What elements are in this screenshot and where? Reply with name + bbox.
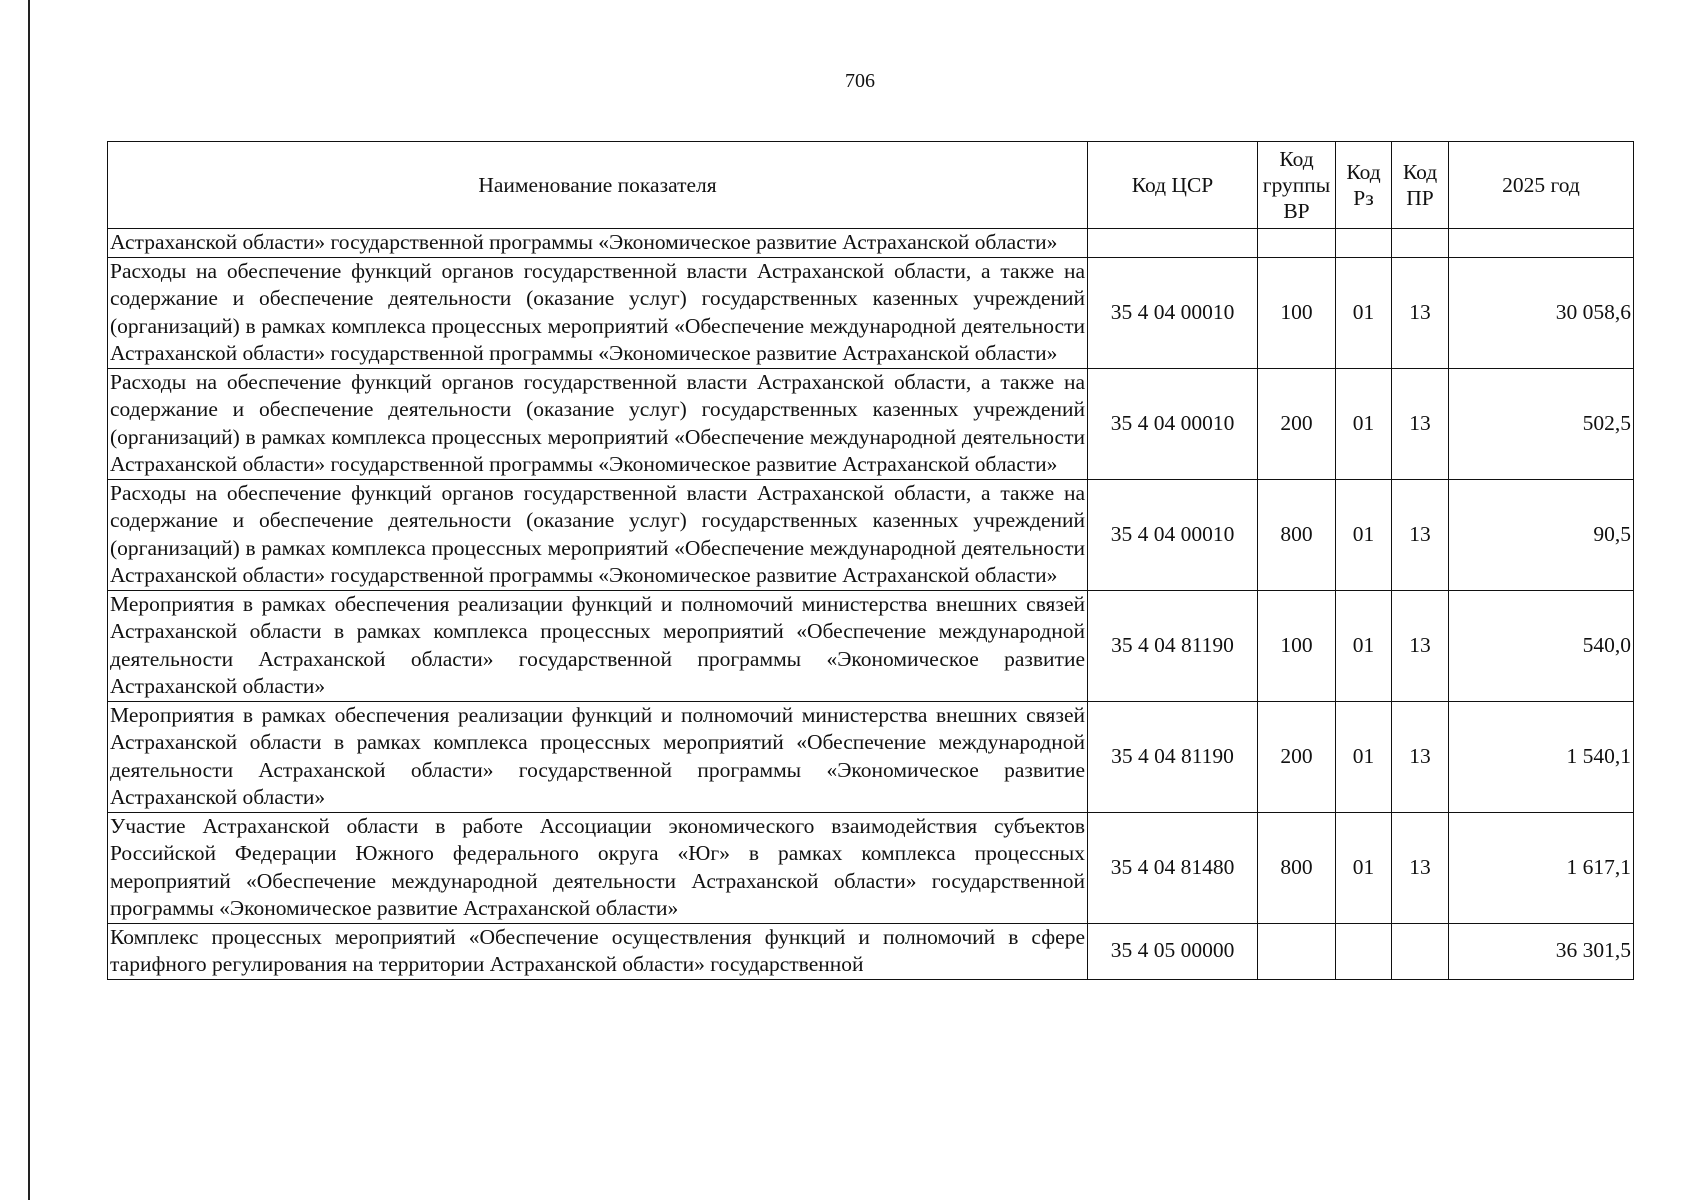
row-csr: 35 4 04 00010 <box>1088 479 1258 590</box>
row-name: Участие Астраханской области в работе Ассоциации экономического взаимодействия субъектов Российской Федерации Южного федерального округа «Юг» в рамках комплекса процессных мероприятий «Обеспечение международной деятельности Астраханской области» государственной программы «Экономическое развитие Астраханской области» <box>108 812 1088 923</box>
row-name: Расходы на обеспечение функций органов государственной власти Астраханской области, а также на содержание и обеспечение деятельности (оказание услуг) государственных казенных учреждений (организаций) в рамках комплекса процессных мероприятий «Обеспечение международной деятельности Астраханской области» государственной программы «Экономическое развитие Астраханской области» <box>108 257 1088 368</box>
row-pr <box>1392 923 1449 979</box>
row-csr: 35 4 04 81480 <box>1088 812 1258 923</box>
row-vr: 800 <box>1258 812 1336 923</box>
row-name: Комплекс процессных мероприятий «Обеспечение осуществления функций и полномочий в сфере тарифного регулирования на территории Астраханской области» государственной <box>108 923 1088 979</box>
table-row <box>108 257 1634 368</box>
row-name: Расходы на обеспечение функций органов государственной власти Астраханской области, а также на содержание и обеспечение деятельности (оказание услуг) государственных казенных учреждений (организаций) в рамках комплекса процессных мероприятий «Обеспечение международной деятельности Астраханской области» государственной программы «Экономическое развитие Астраханской области» <box>108 479 1088 590</box>
page-number: 706 <box>845 70 875 92</box>
row-amount: 1 617,1 <box>1449 812 1634 923</box>
header-csr: Код ЦСР <box>1088 142 1258 229</box>
row-rz: 01 <box>1336 257 1392 368</box>
row-csr <box>1088 229 1258 258</box>
row-amount: 90,5 <box>1449 479 1634 590</box>
row-vr: 100 <box>1258 590 1336 701</box>
row-vr: 200 <box>1258 701 1336 812</box>
row-pr: 13 <box>1392 368 1449 479</box>
row-name: Мероприятия в рамках обеспечения реализации функций и полномочий министерства внешних связей Астраханской области в рамках комплекса процессных мероприятий «Обеспечение международной деятельности Астраханской области» государственной программы «Экономическое развитие Астраханской области» <box>108 590 1088 701</box>
row-rz: 01 <box>1336 368 1392 479</box>
row-rz: 01 <box>1336 479 1392 590</box>
table-header-row <box>108 142 1634 229</box>
left-margin-line <box>28 0 30 1200</box>
header-name: Наименование показателя <box>108 142 1088 229</box>
row-rz <box>1336 923 1392 979</box>
row-amount: 36 301,5 <box>1449 923 1634 979</box>
header-year: 2025 год <box>1449 142 1634 229</box>
header-vr: Код группы ВР <box>1258 142 1336 229</box>
row-amount <box>1449 229 1634 258</box>
row-name: Расходы на обеспечение функций органов государственной власти Астраханской области, а также на содержание и обеспечение деятельности (оказание услуг) государственных казенных учреждений (организаций) в рамках комплекса процессных мероприятий «Обеспечение международной деятельности Астраханской области» государственной программы «Экономическое развитие Астраханской области» <box>108 368 1088 479</box>
row-csr: 35 4 04 00010 <box>1088 257 1258 368</box>
header-pr: Код ПР <box>1392 142 1449 229</box>
header-rz: Код Рз <box>1336 142 1392 229</box>
table-row <box>108 368 1634 479</box>
row-amount: 540,0 <box>1449 590 1634 701</box>
row-amount: 1 540,1 <box>1449 701 1634 812</box>
table-row <box>108 229 1634 258</box>
table-row <box>108 923 1634 979</box>
row-vr: 200 <box>1258 368 1336 479</box>
row-pr: 13 <box>1392 479 1449 590</box>
row-pr <box>1392 229 1449 258</box>
row-csr: 35 4 04 00010 <box>1088 368 1258 479</box>
row-pr: 13 <box>1392 812 1449 923</box>
row-name: Астраханской области» государственной программы «Экономическое развитие Астраханской области» <box>108 229 1088 258</box>
row-vr: 100 <box>1258 257 1336 368</box>
row-rz: 01 <box>1336 590 1392 701</box>
row-pr: 13 <box>1392 701 1449 812</box>
row-vr: 800 <box>1258 479 1336 590</box>
row-amount: 30 058,6 <box>1449 257 1634 368</box>
table-row <box>108 812 1634 923</box>
row-rz <box>1336 229 1392 258</box>
row-vr <box>1258 923 1336 979</box>
row-csr: 35 4 04 81190 <box>1088 590 1258 701</box>
row-rz: 01 <box>1336 812 1392 923</box>
table-row <box>108 701 1634 812</box>
row-csr: 35 4 04 81190 <box>1088 701 1258 812</box>
row-vr <box>1258 229 1336 258</box>
table-row <box>108 590 1634 701</box>
row-pr: 13 <box>1392 257 1449 368</box>
table-row <box>108 479 1634 590</box>
row-pr: 13 <box>1392 590 1449 701</box>
row-amount: 502,5 <box>1449 368 1634 479</box>
budget-table <box>107 141 1634 980</box>
row-rz: 01 <box>1336 701 1392 812</box>
row-name: Мероприятия в рамках обеспечения реализации функций и полномочий министерства внешних связей Астраханской области в рамках комплекса процессных мероприятий «Обеспечение международной деятельности Астраханской области» государственной программы «Экономическое развитие Астраханской области» <box>108 701 1088 812</box>
row-csr: 35 4 05 00000 <box>1088 923 1258 979</box>
